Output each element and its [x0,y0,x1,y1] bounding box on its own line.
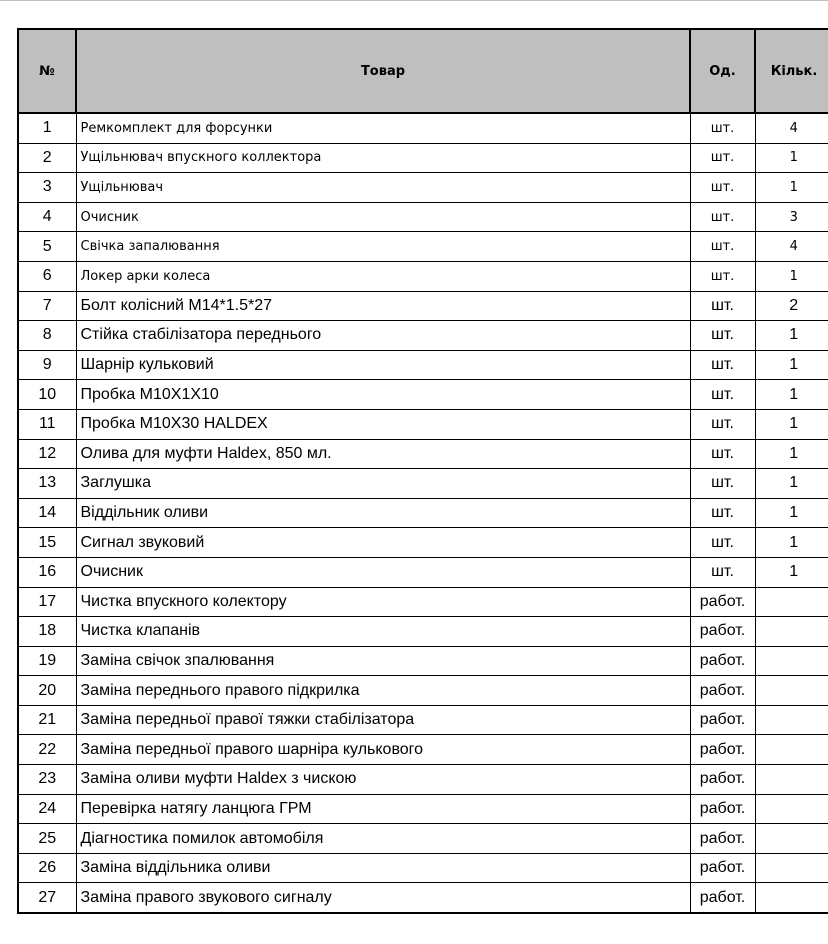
row-number: 10 [18,380,76,410]
item-quantity: 1 [755,498,828,528]
item-unit: шт. [690,261,755,291]
item-name: Заміна віддільника оливи [76,853,690,883]
item-unit: шт. [690,143,755,173]
table-row [18,202,828,232]
item-quantity [755,646,828,676]
item-name: Локер арки колеса [76,261,690,291]
item-unit: работ. [690,883,755,913]
table-body [18,113,828,913]
item-quantity: 1 [755,143,828,173]
item-name: Болт колісний M14*1.5*27 [76,291,690,321]
item-quantity [755,587,828,617]
item-quantity: 1 [755,350,828,380]
item-unit: шт. [690,173,755,203]
item-name: Заміна оливи муфти Haldex з чискою [76,765,690,795]
table-row [18,321,828,351]
item-unit: работ. [690,587,755,617]
item-unit: шт. [690,439,755,469]
item-quantity: 1 [755,409,828,439]
row-number: 14 [18,498,76,528]
item-name: Ущільнювач [76,173,690,203]
item-name: Заглушка [76,469,690,499]
table-row [18,646,828,676]
table-row [18,469,828,499]
table-row [18,439,828,469]
item-unit: работ. [690,617,755,647]
row-number: 2 [18,143,76,173]
item-quantity: 1 [755,469,828,499]
table-row [18,676,828,706]
item-unit: шт. [690,557,755,587]
item-unit: работ. [690,705,755,735]
row-number: 25 [18,824,76,854]
table-row [18,350,828,380]
table-row [18,824,828,854]
item-name: Олива для муфти Haldex, 850 мл. [76,439,690,469]
item-name: Стійка стабілізатора переднього [76,321,690,351]
row-number: 13 [18,469,76,499]
item-quantity [755,794,828,824]
row-number: 24 [18,794,76,824]
table-row [18,794,828,824]
table-row [18,883,828,913]
header-number: № [18,29,76,113]
item-unit: работ. [690,853,755,883]
item-quantity: 4 [755,113,828,143]
item-name: Очисник [76,202,690,232]
header-quantity: Кільк. [755,29,828,113]
header-item: Товар [76,29,690,113]
item-quantity [755,735,828,765]
item-name: Очисник [76,557,690,587]
item-quantity: 2 [755,291,828,321]
row-number: 3 [18,173,76,203]
item-unit: шт. [690,350,755,380]
item-name: Ущільнювач впускного коллектора [76,143,690,173]
row-number: 1 [18,113,76,143]
row-number: 23 [18,765,76,795]
items-table [17,28,828,914]
table-header [18,29,828,113]
item-name: Сигнал звуковий [76,528,690,558]
row-number: 19 [18,646,76,676]
top-divider [0,0,828,1]
item-quantity [755,853,828,883]
item-quantity [755,824,828,854]
item-unit: шт. [690,409,755,439]
item-unit: шт. [690,202,755,232]
item-name: Заміна правого звукового сигналу [76,883,690,913]
item-quantity: 3 [755,202,828,232]
item-name: Заміна переднього правого підкрилка [76,676,690,706]
item-unit: работ. [690,765,755,795]
row-number: 6 [18,261,76,291]
header-row [18,29,828,113]
row-number: 11 [18,409,76,439]
item-unit: работ. [690,794,755,824]
item-unit: шт. [690,291,755,321]
table-row [18,587,828,617]
row-number: 18 [18,617,76,647]
item-name: Чистка впускного колектору [76,587,690,617]
item-unit: шт. [690,321,755,351]
table-row [18,173,828,203]
table-row [18,853,828,883]
row-number: 26 [18,853,76,883]
table-row [18,557,828,587]
item-unit: шт. [690,498,755,528]
item-unit: шт. [690,232,755,262]
item-unit: шт. [690,469,755,499]
item-quantity [755,617,828,647]
item-name: Чистка клапанів [76,617,690,647]
row-number: 20 [18,676,76,706]
table-row [18,617,828,647]
item-quantity [755,705,828,735]
table-row [18,232,828,262]
item-quantity: 1 [755,528,828,558]
item-quantity: 1 [755,380,828,410]
item-name: Заміна свічок зпалювання [76,646,690,676]
table-row [18,409,828,439]
item-name: Шарнір кульковий [76,350,690,380]
item-quantity [755,883,828,913]
row-number: 8 [18,321,76,351]
item-unit: шт. [690,113,755,143]
item-name: Перевірка натягу ланцюга ГРМ [76,794,690,824]
row-number: 27 [18,883,76,913]
row-number: 9 [18,350,76,380]
item-name: Пробка М10Х30 HALDEX [76,409,690,439]
item-name: Ремкомплект для форсунки [76,113,690,143]
table-row [18,291,828,321]
item-unit: шт. [690,528,755,558]
item-name: Діагностика помилок автомобіля [76,824,690,854]
item-quantity: 4 [755,232,828,262]
item-name: Віддільник оливи [76,498,690,528]
item-quantity [755,765,828,795]
table-row [18,528,828,558]
item-quantity: 1 [755,439,828,469]
row-number: 4 [18,202,76,232]
table-row [18,498,828,528]
item-quantity [755,676,828,706]
row-number: 12 [18,439,76,469]
table-row [18,380,828,410]
item-name: Свічка запалювання [76,232,690,262]
row-number: 5 [18,232,76,262]
table-row [18,735,828,765]
item-name: Заміна передньої правої тяжки стабілізатора [76,705,690,735]
row-number: 22 [18,735,76,765]
item-unit: шт. [690,380,755,410]
item-quantity: 1 [755,557,828,587]
table-row [18,765,828,795]
item-unit: работ. [690,676,755,706]
row-number: 16 [18,557,76,587]
item-unit: работ. [690,646,755,676]
row-number: 21 [18,705,76,735]
row-number: 17 [18,587,76,617]
table-row [18,113,828,143]
item-quantity: 1 [755,173,828,203]
header-unit: Од. [690,29,755,113]
table-row [18,143,828,173]
item-quantity: 1 [755,261,828,291]
item-unit: работ. [690,735,755,765]
row-number: 7 [18,291,76,321]
item-name: Заміна передньої правого шарніра кулькового [76,735,690,765]
row-number: 15 [18,528,76,558]
item-quantity: 1 [755,321,828,351]
item-name: Пробка М10Х1Х10 [76,380,690,410]
table-row [18,261,828,291]
item-unit: работ. [690,824,755,854]
table-row [18,705,828,735]
